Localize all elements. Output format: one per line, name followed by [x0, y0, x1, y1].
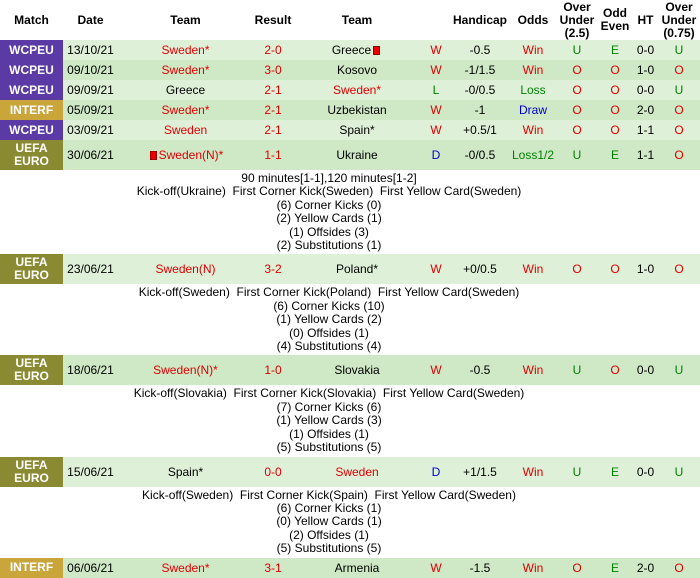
away-team[interactable] — [293, 40, 421, 60]
over-under: U — [557, 457, 597, 487]
away-team[interactable] — [293, 558, 421, 578]
team-name[interactable]: Sweden* — [161, 103, 210, 117]
team-name[interactable]: Sweden — [335, 464, 379, 479]
home-team[interactable] — [118, 457, 253, 487]
team-name[interactable]: Sweden* — [161, 560, 210, 575]
handicap-value: -1/1.5 — [451, 60, 509, 80]
match-stats — [0, 487, 700, 558]
half-time-score: 2-0 — [633, 558, 658, 578]
team-name[interactable]: Ukraine — [336, 148, 378, 162]
match-row — [0, 120, 700, 140]
half-time-score: 1-0 — [633, 254, 658, 284]
half-time-score: 1-1 — [633, 120, 658, 140]
match-date: 09/09/21 — [63, 80, 118, 100]
result-wl: W — [421, 100, 451, 120]
match-date: 06/06/21 — [63, 558, 118, 578]
over-under-075: O — [658, 60, 700, 80]
home-team[interactable] — [118, 80, 253, 100]
over-under: O — [557, 100, 597, 120]
result-wl: W — [421, 40, 451, 60]
over-under-075: U — [658, 355, 700, 385]
team-name[interactable]: Sweden* — [332, 83, 382, 97]
away-team[interactable] — [293, 457, 421, 487]
odd-even: E — [597, 558, 633, 578]
odd-even: O — [597, 80, 633, 100]
handicap-value: -0/0.5 — [451, 80, 509, 100]
result-wl: D — [421, 457, 451, 487]
over-under-075: O — [658, 120, 700, 140]
over-under-075: O — [658, 254, 700, 284]
away-team[interactable] — [293, 254, 421, 284]
match-date: 05/09/21 — [63, 100, 118, 120]
competition-badge[interactable]: UEFA EURO — [0, 457, 63, 487]
match-row — [0, 140, 700, 170]
competition-badge[interactable]: INTERF — [0, 100, 63, 120]
team-name[interactable]: Uzbekistan — [327, 103, 387, 117]
odds-result: Win — [509, 120, 557, 140]
stat-line: Kick-off(Sweden) First Corner Kick(Poland) First Yellow Card(Sweden) — [138, 285, 520, 300]
stat-line: (0) Yellow Cards (1) — [276, 514, 382, 529]
handicap-value: -0/0.5 — [451, 140, 509, 170]
handicap-value: +1/1.5 — [451, 457, 509, 487]
odd-even: O — [597, 120, 633, 140]
header-over-under: Over Under (2.5) — [557, 0, 597, 40]
competition-badge[interactable]: WCPEU — [0, 80, 63, 100]
match-score[interactable]: 3-2 — [253, 254, 293, 284]
odd-even: E — [597, 140, 633, 170]
match-score[interactable]: 2-0 — [253, 40, 293, 60]
over-under-075: U — [658, 80, 700, 100]
stat-line: (4) Substitutions (4) — [276, 339, 382, 354]
competition-badge[interactable]: UEFA EURO — [0, 140, 63, 170]
team-name[interactable]: Sweden* — [161, 43, 210, 57]
header-date: Date — [63, 0, 118, 40]
half-time-score: 0-0 — [633, 355, 658, 385]
match-score[interactable]: 3-1 — [253, 558, 293, 578]
match-score[interactable]: 3-0 — [253, 60, 293, 80]
team-name[interactable]: Poland* — [335, 262, 379, 277]
handicap-value: +0.5/1 — [451, 120, 509, 140]
header-ht: HT — [633, 0, 658, 40]
team-name[interactable]: Spain* — [339, 123, 375, 137]
header-odd-even: Odd Even — [597, 0, 633, 40]
stat-line: (1) Yellow Cards (3) — [276, 413, 382, 428]
odd-even: O — [597, 60, 633, 80]
result-wl: D — [421, 140, 451, 170]
result-wl: W — [421, 355, 451, 385]
match-score[interactable]: 2-1 — [253, 120, 293, 140]
odd-even: E — [597, 457, 633, 487]
team-name[interactable]: Sweden(N) — [155, 262, 216, 277]
away-team[interactable] — [293, 80, 421, 100]
team-name[interactable]: Kosovo — [336, 63, 378, 77]
match-stats — [0, 284, 700, 355]
half-time-score: 1-0 — [633, 60, 658, 80]
odds-result: Win — [509, 558, 557, 578]
away-team[interactable] — [293, 140, 421, 170]
match-detail-row — [0, 284, 700, 355]
stat-line: (1) Yellow Cards (2) — [276, 312, 382, 327]
match-stats — [0, 385, 700, 456]
result-wl: W — [421, 254, 451, 284]
over-under: U — [557, 40, 597, 60]
home-team[interactable] — [118, 355, 253, 385]
match-date: 30/06/21 — [63, 140, 118, 170]
home-team[interactable] — [118, 120, 253, 140]
competition-badge[interactable]: WCPEU — [0, 60, 63, 80]
header-team-home: Team — [118, 0, 253, 40]
competition-badge[interactable]: INTERF — [0, 558, 63, 578]
header-odds: Odds — [509, 0, 557, 40]
header-result: Result — [253, 0, 293, 40]
away-team[interactable] — [293, 355, 421, 385]
stat-line: (5) Substitutions (5) — [276, 541, 382, 556]
match-row — [0, 80, 700, 100]
match-date: 18/06/21 — [63, 355, 118, 385]
match-detail-row — [0, 385, 700, 456]
odds-result: Loss — [509, 80, 557, 100]
handicap-value: -1 — [451, 100, 509, 120]
team-name[interactable]: Greece — [165, 83, 206, 97]
odds-result: Win — [509, 60, 557, 80]
over-under: O — [557, 80, 597, 100]
odd-even: O — [597, 100, 633, 120]
away-team[interactable] — [293, 100, 421, 120]
home-team[interactable] — [118, 40, 253, 60]
result-wl: W — [421, 60, 451, 80]
odds-result: Win — [509, 355, 557, 385]
match-row — [0, 60, 700, 80]
match-detail-row — [0, 170, 700, 254]
team-name[interactable]: Sweden — [163, 123, 208, 137]
over-under: O — [557, 254, 597, 284]
header-handicap: Handicap — [451, 0, 509, 40]
stat-line: (1) Offsides (1) — [289, 426, 369, 441]
stat-line: (7) Corner Kicks (6) — [276, 399, 382, 414]
team-name[interactable]: Slovakia — [334, 363, 380, 378]
stat-line: Kick-off(Slovakia) First Corner Kick(Slovakia) First Yellow Card(Sweden) — [133, 386, 525, 401]
away-team[interactable] — [293, 60, 421, 80]
over-under: U — [557, 140, 597, 170]
over-under: O — [557, 60, 597, 80]
odd-even: O — [597, 355, 633, 385]
result-wl: W — [421, 120, 451, 140]
home-team[interactable] — [118, 140, 253, 170]
stat-line: (6) Corner Kicks (1) — [276, 500, 382, 515]
over-under: U — [557, 355, 597, 385]
match-date: 03/09/21 — [63, 120, 118, 140]
odds-result: Win — [509, 40, 557, 60]
match-row — [0, 558, 700, 578]
over-under-075: O — [658, 100, 700, 120]
competition-badge[interactable]: UEFA EURO — [0, 355, 63, 385]
half-time-score: 0-0 — [633, 80, 658, 100]
over-under-075: O — [658, 140, 700, 170]
match-row — [0, 40, 700, 60]
header-over-under-075: Over Under (0.75) — [658, 0, 700, 40]
over-under: O — [557, 558, 597, 578]
over-under-075: U — [658, 40, 700, 60]
greece-flag-icon — [373, 46, 380, 55]
team-name[interactable]: Sweden(N)* — [153, 363, 218, 378]
half-time-score: 0-0 — [633, 40, 658, 60]
result-wl: W — [421, 558, 451, 578]
match-score[interactable]: 2-1 — [253, 100, 293, 120]
home-team[interactable] — [118, 60, 253, 80]
match-score[interactable]: 0-0 — [253, 457, 293, 487]
stat-line: (5) Substitutions (5) — [276, 440, 382, 455]
match-date: 15/06/21 — [63, 457, 118, 487]
team-name[interactable]: Armenia — [334, 560, 380, 575]
stat-line: (2) Substitutions (1) — [276, 238, 382, 253]
result-wl: L — [421, 80, 451, 100]
stat-line: (6) Corner Kicks (10) — [273, 298, 385, 313]
odd-even: E — [597, 40, 633, 60]
stat-line: (2) Yellow Cards (1) — [276, 211, 382, 226]
match-row — [0, 457, 700, 487]
half-time-score: 0-0 — [633, 457, 658, 487]
match-date: 09/10/21 — [63, 60, 118, 80]
competition-badge[interactable]: WCPEU — [0, 40, 63, 60]
odds-result: Win — [509, 254, 557, 284]
match-score[interactable]: 2-1 — [253, 80, 293, 100]
over-under: O — [557, 120, 597, 140]
match-detail-row — [0, 487, 700, 558]
home-team[interactable] — [118, 100, 253, 120]
competition-badge[interactable]: WCPEU — [0, 120, 63, 140]
match-row — [0, 254, 700, 284]
match-score[interactable]: 1-1 — [253, 140, 293, 170]
header-row — [0, 0, 700, 40]
stat-line: Kick-off(Ukraine) First Corner Kick(Sweden) First Yellow Card(Sweden) — [136, 184, 522, 199]
team-name[interactable]: Spain* — [167, 464, 204, 479]
match-stats — [0, 170, 700, 254]
match-row — [0, 355, 700, 385]
match-row — [0, 100, 700, 120]
match-score[interactable]: 1-0 — [253, 355, 293, 385]
team-name[interactable]: Sweden(N)* — [158, 148, 224, 162]
over-under-075: O — [658, 558, 700, 578]
odds-result: Win — [509, 457, 557, 487]
stat-line: (2) Offsides (1) — [289, 527, 369, 542]
handicap-value: -1.5 — [451, 558, 509, 578]
odds-result: Loss1/2 — [509, 140, 557, 170]
home-team[interactable] — [118, 254, 253, 284]
odd-even: O — [597, 254, 633, 284]
stat-line: 90 minutes[1-1],120 minutes[1-2] — [241, 171, 417, 185]
match-date: 13/10/21 — [63, 40, 118, 60]
odds-result: Draw — [509, 100, 557, 120]
header-wl — [421, 0, 451, 40]
handicap-value: -0.5 — [451, 40, 509, 60]
half-time-score: 1-1 — [633, 140, 658, 170]
handicap-value: -0.5 — [451, 355, 509, 385]
over-under-075: U — [658, 457, 700, 487]
away-team[interactable] — [293, 120, 421, 140]
header-team-away: Team — [293, 0, 421, 40]
home-team[interactable] — [118, 558, 253, 578]
handicap-value: +0/0.5 — [451, 254, 509, 284]
stat-line: (6) Corner Kicks (0) — [276, 197, 382, 212]
match-date: 23/06/21 — [63, 254, 118, 284]
header-match: Match — [0, 0, 63, 40]
half-time-score: 2-0 — [633, 100, 658, 120]
sweden-flag-icon — [150, 151, 157, 160]
team-name[interactable]: Greece — [331, 43, 372, 57]
team-name[interactable]: Sweden* — [161, 63, 210, 77]
stat-line: (1) Offsides (3) — [289, 224, 369, 239]
stat-line: (0) Offsides (1) — [289, 325, 369, 340]
competition-badge[interactable]: UEFA EURO — [0, 254, 63, 284]
stat-line: Kick-off(Sweden) First Corner Kick(Spain) First Yellow Card(Sweden) — [142, 487, 516, 502]
